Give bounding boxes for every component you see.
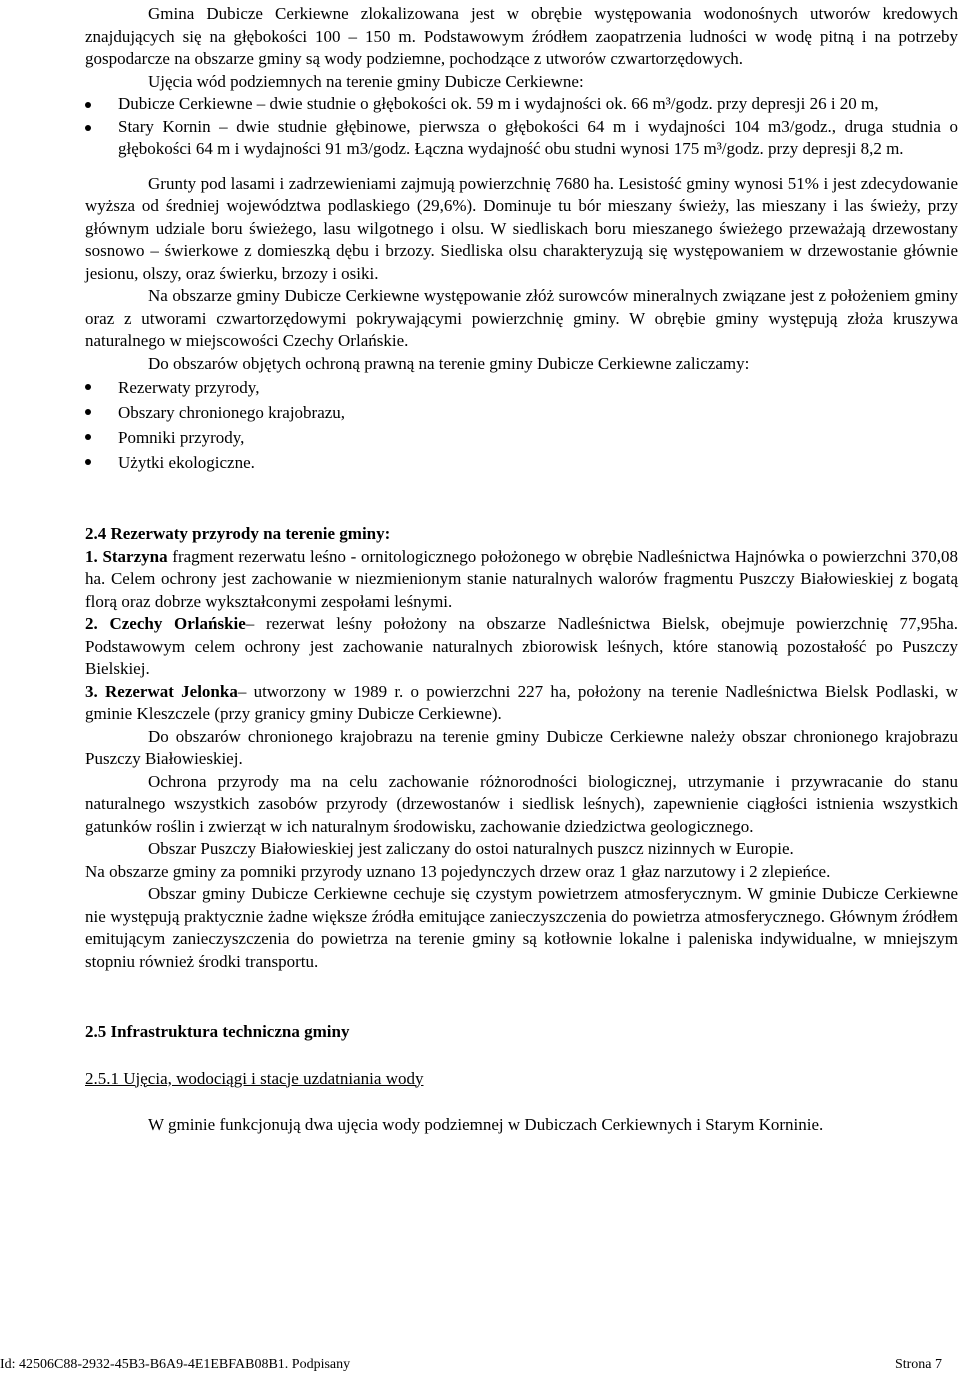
bialowieza-paragraph: Obszar Puszczy Białowieskiej jest zaliczany do ostoi naturalnych puszcz nizinnych w Europie. bbox=[148, 839, 794, 858]
minerals-paragraph: Na obszarze gminy Dubicze Cerkiewne występowanie złóż surowców mineralnych związane jest z położeniem gminy oraz z utworami czwartorzędowymi pokrywającymi powierzchnię gminy. W obrębie gminy występują złoża kruszywa naturalnego w miejscowości Czechy Orlańskie. bbox=[85, 286, 958, 350]
page-number: Strona 7 bbox=[894, 1357, 942, 1372]
air-paragraph: Obszar gminy Dubicze Cerkiewne cechuje się czystym powietrzem atmosferycznym. W gminie Dubicze Cerkiewne nie występują praktycznie żadne większe źródła emitujące zanieczyszczenia do powietrza atmosferycznego. Głównym źródłem emitującym zanieczyszczenia do powietrza na terenie gminy są kotłownie lokalne i paleniska indywidualne, w mniejszym stopniu również środki transportu. bbox=[85, 884, 958, 971]
list-item: Obszary chronionego krajobrazu, bbox=[85, 400, 958, 425]
reserve-1-label: 1. Starzyna bbox=[85, 546, 168, 566]
section-24-title: 2.4 Rezerwaty przyrody na terenie gminy: bbox=[85, 524, 391, 543]
monuments-paragraph: Na obszarze gminy za pomniki przyrody uznano 13 pojedynczych drzew oraz 1 głaz narzutowy i 2 zlepieńce. bbox=[85, 861, 831, 881]
reserve-1: 1. Starzyna fragment rezerwatu leśno - ornitologicznego położonego w obrębie Nadleśnictwa Hajnówka o powierzchni 370,08 ha. Celem ochrony jest zachowanie w niezmienionym stanie naturalnych walorów fragmentu Puszczy Białowieskiej z bogatą florą oraz dobrze wykształconymi zespołami leśnymi. bbox=[85, 546, 958, 611]
bullet-icon bbox=[85, 125, 91, 131]
forests-paragraph: Grunty pod lasami i zadrzewieniami zajmują powierzchnię 7680 ha. Lesistość gminy wynosi 51% i jest zdecydowanie wyższa od średniej województwa podlaskiego (29,6%). Dominuje tu bór mieszany świeży, las mieszany i las świeży, przy głównym udziale boru świeżego, lasu wilgotnego i olsu. W siedliskach boru mieszanego świeżego przeważają drzewostany sosnowo – świerkowe z domieszką dębu i brzozy. Siedliska olsu charakteryzują się występowaniem w drzewostanie głównie jesionu, olszy, oraz świerku, brzozy i osiki. bbox=[85, 173, 958, 283]
bullet-icon bbox=[85, 102, 91, 108]
intro-paragraph: Gmina Dubicze Cerkiewne zlokalizowana jest w obrębie występowania wodonośnych utworów kredowych znajdujących się na głębokości 100 – 150 m. Podstawowym źródłem zaopatrzenia ludności w wodę pitną i na potrzeby gospodarcze na obszarze gminy są wody podziemne, pochodzące z utworów czwartorzędowych. bbox=[85, 4, 958, 68]
bullet-icon bbox=[85, 409, 91, 415]
section-25-title: 2.5 Infrastruktura techniczna gminy bbox=[85, 1022, 350, 1041]
bullet-icon bbox=[85, 384, 91, 390]
protected-areas-list bbox=[85, 375, 958, 475]
reserve-3: 3. Rezerwat Jelonka– utworzony w 1989 r. o powierzchni 227 ha, położony na terenie Nadleśnictwa Bielsk Podlaski, w gminie Kleszczele (przy granicy gminy Dubicze Cerkiewne). bbox=[85, 681, 958, 723]
section-251-title: 2.5.1 Ujęcia, wodociągi i stacje uzdatniania wody bbox=[85, 1068, 424, 1088]
document-id: Id: 42506C88-2932-45B3-B6A9-4E1EBFAB08B1. Podpisany bbox=[0, 1357, 351, 1372]
document-page bbox=[85, 0, 958, 1137]
landscape-paragraph: Do obszarów chronionego krajobrazu na terenie gminy Dubicze Cerkiewne należy obszar chronionego krajobrazu Puszczy Białowieskiej. bbox=[85, 726, 958, 768]
intakes-heading: Ujęcia wód podziemnych na terenie gminy Dubicze Cerkiewne: bbox=[148, 71, 584, 91]
list-item: Stary Kornin – dwie studnie głębinowe, pierwsza o głębokości 64 m i wydajności 104 m3/godz., druga studnia o głębokości 64 m i wydajności 91 m3/godz. Łączna wydajność obu studni wynosi 175 m³/godz. przy depresji 8,2 m. bbox=[85, 116, 958, 161]
bullet-icon bbox=[85, 434, 91, 440]
last-paragraph: W gminie funkcjonują dwa ujęcia wody podziemnej w Dubiczach Cerkiewnych i Starym Korninie. bbox=[148, 1115, 824, 1134]
list-item: Pomniki przyrody, bbox=[85, 425, 958, 450]
reserve-3-label: 3. Rezerwat Jelonka bbox=[85, 681, 238, 701]
nature-paragraph: Ochrona przyrody ma na celu zachowanie różnorodności biologicznej, utrzymanie i przywracanie do stanu naturalnego wszystkich zasobów przyrody (drzewostanów i siedlisk leśnych), zapewnienie ciągłości istnienia wszystkich gatunków roślin i zwierząt w ich naturalnym środowisku, zachowanie dziedzictwa geologicznego. bbox=[85, 771, 958, 836]
list-item: Rezerwaty przyrody, bbox=[85, 375, 958, 400]
list-item: Dubicze Cerkiewne – dwie studnie o głębokości ok. 59 m i wydajności ok. 66 m³/godz. przy depresji 26 i 20 m, bbox=[85, 93, 958, 116]
list-item: Użytki ekologiczne. bbox=[85, 450, 958, 475]
reserve-2: 2. Czechy Orlańskie– rezerwat leśny położony na obszarze Nadleśnictwa Bielsk, obejmuje powierzchnię 77,95ha. Podstawowym celem ochrony jest zachowanie naturalnych zbiorowisk leśnych, które stanowią pozostałość po Puszczy Bielskiej. bbox=[85, 614, 958, 678]
bullet-icon bbox=[85, 459, 91, 465]
reserve-2-label: 2. Czechy Orlańskie bbox=[85, 614, 246, 633]
protected-heading: Do obszarów objętych ochroną prawną na terenie gminy Dubicze Cerkiewne zaliczamy: bbox=[148, 353, 750, 373]
page-footer bbox=[0, 1354, 960, 1376]
intakes-list bbox=[85, 93, 958, 161]
